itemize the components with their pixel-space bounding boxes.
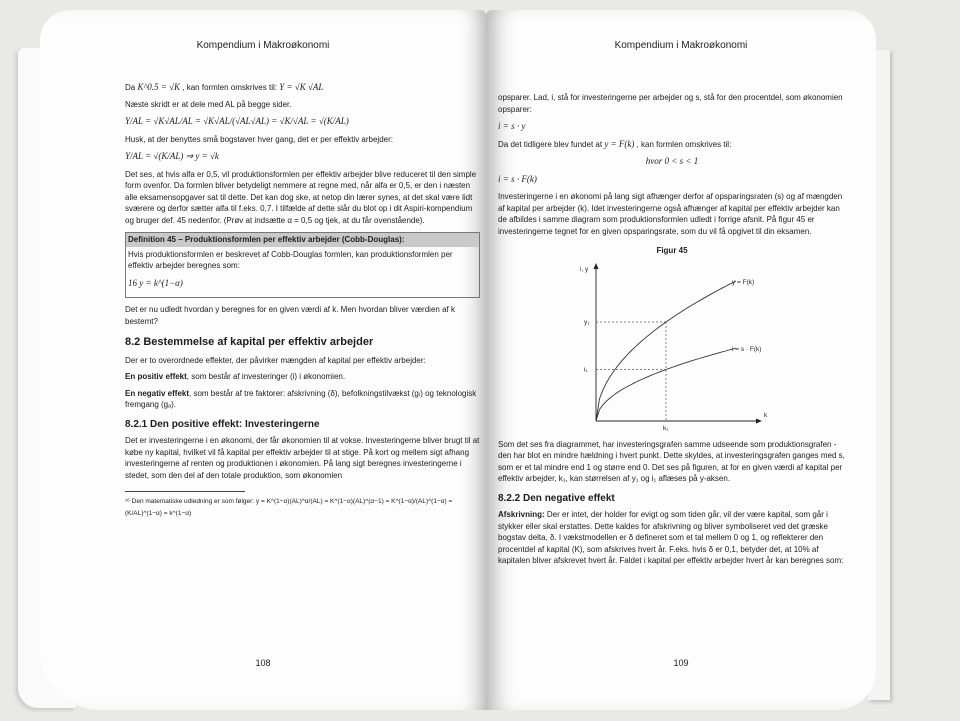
right-page-body [498,92,846,572]
y-axis-arrow [594,263,599,269]
series-label-0: y = F(k) [732,278,755,286]
text-two-effects: Der er to overordnede effekter, der påvirker mængden af kapital per effektiv arbejder: [125,355,426,365]
depreciation-text: Der er intet, der holder for evigt og som tiden går, vil der være kapital, som går i stykker eller skal erstattes. Dette kaldes for afskrivning og bliver symboliseret ved det græske bogstav delta, δ. I vækstmodellen er δ defineret som et tal mellem 0 og 1, og reflekterer den procentdel af kapital (K), som afskrives hvert år. F.eks. hvis δ er 0,1, betyder det, at 10% af kapitalen bliver afskrevet hvert år. Faldet i kapital per effektiv arbejder hvert år kan beregnes som: [498,510,844,565]
math-y-sqrt-k: Y/AL = √(K/AL) ⇒ y = √k [125,151,219,161]
math-divide-al: Y/AL = √K√AL/AL = √K√AL/(√AL√AL) = √K/√AL = √(K/AL) [125,116,349,126]
text-long-run-investments: Investeringerne i en økonomi på lang sigt afhænger derfor af opsparingsraten (s) og af mængden af kapital per arbejder (k). Idet investeringerne også afhænger af kapital per effektiv arbejder kan de afbildes i samme diagram som produktionsformlen udledt i forrige afsnit. På figur 45 er investeringerne tegnet for en given opsparingsrate, som du vil få opgivet til din eksamen. [498,192,843,236]
positive-effect-label: En positiv effekt [125,372,187,381]
text-savings-intro: opsparer. Lad, i, stå for investeringerne per arbejder og s, stå for den procentdel, som økonomien opsparer: [498,93,843,114]
depreciation-label: Afskrivning: [498,510,545,519]
math-k05: K^0.5 = √K [137,82,181,92]
negative-effect-text: , som består af tre faktorer: afskrivning (δ), befolkningstilvækst (gₗ) og teknologisk fremgang (gₐ). [125,388,477,409]
definition-body: Hvis produktionsformlen er beskrevet af Cobb-Douglas formlen, kan produktionsformlen per effektiv arbejder beregnes som: [128,249,453,270]
text-diagram-explanation: Som det ses fra diagrammet, har investeringsgrafen samme udseende som produktionsgrafen - den har blot en mindre hældning i hvert punkt. Dette skyldes, at investeringsgrafen ganges med s, som er et tal mindre end 1 og større end 0. Det ses på figuren, at for en given værdi af kapital per effektiv arbejder, k₁, kan størrelsen af y₁ og i₁ aflæses på y-aksen. [498,439,845,483]
positive-effect-text: , som består af investeringer (i) i økonomien. [186,372,346,381]
y-tick-y1: y₁ [584,318,590,326]
right-page [486,10,876,710]
footnote-divider [125,491,245,492]
text-next-step: Næste skridt er at dele med AL på begge sider. [125,99,292,109]
figure-title: Figur 45 [656,246,688,255]
x-tick-k1: k₁ [663,424,669,432]
math-i-sfk: i = s · F(k) [498,173,537,184]
text-formula-rewrite: , kan formlen omskrives til: [182,83,277,92]
figure-45-chart [572,259,772,439]
y-axis-label: i, y [580,265,589,273]
text-k-question: Det er nu udledt hvordan y beregnes for en given værdi af k. Men hvordan bliver værdien af k bestemt? [125,305,455,326]
page-number-left: 108 [255,658,271,668]
left-page-body [125,82,480,519]
text-rewrite: , kan formlen omskrives til: [636,139,732,149]
x-axis-arrow [756,418,762,423]
left-page-header: Kompendium i Makroøkonomi [196,40,330,51]
left-page [40,10,486,710]
text-previously-found: Da det tidligere blev fundet at [498,139,603,149]
definition-title: Definition 45 – Produktionsformlen per effektiv arbejder (Cobb-Douglas): [126,233,479,247]
y-tick-i1: i₁ [584,366,588,374]
definition-formula: 16 y = k^(1−α) [128,277,183,288]
math-i-sy: i = s · y [498,121,526,131]
text-alpha-explanation: Det ses, at hvis alfa er 0,5, vil produktionsformlen per effektiv arbejder blive reduceret til den simple form ovenfor. Da formlen bliver betydeligt nemmere at regne med, når alfa er 0,5, er den i næsten alle eksamensopgaver sat til dette. Det kan dog ske, at netop din lærer synes, at det skal være lidt sværere og derfor sætter alfa til f.eks. 0,7. I tilfælde af dette slår du blot op i dit Aspiri-kompendium og bruger def. 45 nedenfor. (Prøv at indsætte α = 0,5 og tjek, at du får ovenstående). [125,169,477,225]
text-remember-lowercase: Husk, at der benyttes små bogstaver hver gang, det er per effektiv arbejder: [125,134,393,144]
right-page-header: Kompendium i Makroøkonomi [614,40,748,51]
footnote-16: ¹⁶ Den matematiske udledning er som følger: y = K^(1−α)(AL)^α/(AL) = K^(1−α)(AL)^(α−1) = K^(1−α)/(AL)^(1−α) = (K/AL)^(1−α) = k^(1−α) [125,498,453,517]
definition-box [125,232,480,298]
text-da: Da [125,83,136,92]
math-s-range: hvor 0 < s < 1 [645,156,699,166]
text-investments: Det er investeringerne i en økonomi, der får økonomien til at vokse. Investeringerne bliver brugt til at købe ny kapital, hvilket vil få kapital per effektiv arbejder til at stige. På kort og mellem sigt afhang investeringerne af renten og produktionen i økonomien. På lang sigt beregnes investeringerne i stedet, som den del af den totale produktion, som økonomien [125,436,480,480]
negative-effect-label: En negativ effekt [125,388,190,398]
section-heading-8-2-1: 8.2.1 Den positive effekt: Investeringerne [125,418,320,430]
series-label-1: i = s · F(k) [732,345,762,353]
plot-area [584,279,761,432]
page-number-right: 109 [673,658,689,668]
section-heading-8-2-2: 8.2.2 Den negative effekt [498,492,615,504]
math-y-sqrt: Y = √K √AL [279,82,324,92]
x-axis-label: k [764,411,768,419]
math-y-fk: y = F(k) [604,138,635,149]
section-heading-8-2: 8.2 Bestemmelse af kapital per effektiv arbejder [125,336,374,348]
